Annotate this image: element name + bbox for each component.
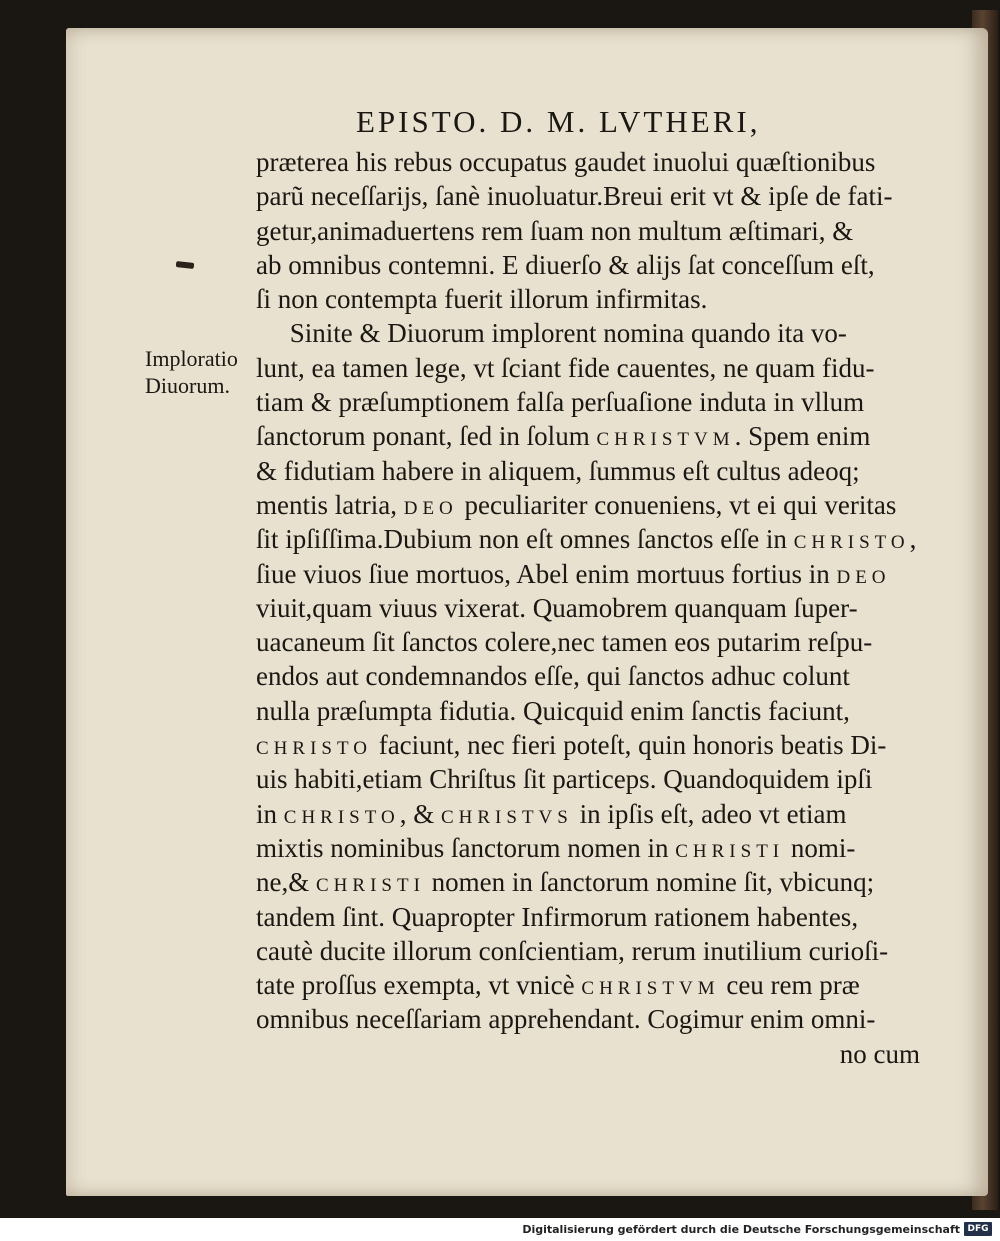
dfg-logo: DFG bbox=[964, 1222, 992, 1236]
small-caps-name: CHRISTVM bbox=[596, 429, 735, 451]
small-caps-name: CHRISTVS bbox=[440, 806, 573, 828]
small-caps-name: DEO bbox=[403, 497, 458, 519]
text-segment: nomi- bbox=[784, 832, 856, 863]
text-line bbox=[256, 557, 920, 591]
text-line bbox=[256, 488, 920, 522]
text-line bbox=[256, 351, 920, 385]
small-caps-name: CHRISTI bbox=[675, 840, 785, 862]
text-line bbox=[256, 454, 920, 488]
text-segment: ſit ipſiſſima.Dubium non eſt omnes ſanctos eſſe in bbox=[256, 524, 794, 555]
text-line bbox=[256, 214, 920, 248]
text-segment: endos aut condemnandos eſſe, qui ſanctos adhuc colunt bbox=[256, 661, 850, 692]
text-line bbox=[256, 179, 920, 213]
text-segment: lunt, ea tamen lege, vt ſciant fide cauentes, ne quam fidu- bbox=[256, 352, 875, 383]
text-line bbox=[256, 968, 920, 1002]
text-segment: uis habiti,etiam Chriſtus ſit particeps. Quandoquidem ipſi bbox=[256, 764, 873, 795]
text-line bbox=[256, 591, 920, 625]
text-segment: faciunt, nec fieri poteſt, quin honoris beatis Di- bbox=[371, 730, 887, 761]
text-segment: , & bbox=[399, 798, 441, 829]
text-segment: nulla præſumpta fidutia. Quicquid enim ſanctis faciunt, bbox=[256, 695, 850, 726]
text-segment: nomen in ſanctorum nomine ſit, vbicunq; bbox=[424, 867, 875, 898]
small-caps-name: CHRISTO bbox=[283, 806, 400, 828]
small-caps-name: CHRISTVM bbox=[581, 978, 720, 1000]
catchword: no cum bbox=[839, 1038, 920, 1069]
text-line bbox=[256, 1002, 920, 1036]
funding-credit: Digitalisierung gefördert durch die Deutsche Forschungsgemeinschaft bbox=[522, 1223, 960, 1236]
text-line bbox=[256, 419, 920, 453]
text-line bbox=[256, 282, 920, 316]
text-segment: tate proſſus exempta, vt vnicè bbox=[256, 970, 582, 1001]
text-segment: tiam & præſumptionem falſa perſuaſione induta in vllum bbox=[256, 387, 865, 418]
body-text bbox=[256, 145, 920, 1071]
small-caps-name: CHRISTI bbox=[316, 875, 425, 897]
text-line bbox=[256, 145, 920, 179]
text-segment: ſi non contempta fuerit illorum infirmitas. bbox=[256, 284, 708, 315]
text-segment: ſiue viuos ſiue mortuos, Abel enim mortuus fortius in bbox=[256, 558, 837, 589]
text-segment: . Spem enim bbox=[734, 421, 871, 452]
text-segment: parũ neceſſarijs, ſanè inuoluatur.Breui erit vt & ipſe de fati- bbox=[256, 181, 893, 212]
text-segment: peculiariter conueniens, vt ei qui veritas bbox=[457, 489, 897, 520]
text-segment: tandem ſint. Quapropter Infirmorum rationem habentes, bbox=[256, 901, 859, 932]
text-line bbox=[256, 625, 920, 659]
text-segment: mentis latria, bbox=[256, 489, 404, 520]
text-segment: in ipſis eſt, adeo vt etiam bbox=[572, 798, 847, 829]
text-line bbox=[256, 385, 920, 419]
text-segment: omnibus neceſſariam apprehendant. Cogimur enim omni- bbox=[256, 1004, 876, 1035]
footer-bar bbox=[0, 1218, 1000, 1241]
text-line bbox=[256, 797, 920, 831]
small-caps-name: DEO bbox=[836, 566, 891, 588]
text-segment: ceu rem præ bbox=[719, 970, 860, 1001]
text-segment: , bbox=[909, 524, 917, 555]
text-segment: & fidutiam habere in aliquem, ſummus eſt cultus adeoq; bbox=[256, 455, 860, 486]
text-segment: mixtis nominibus ſanctorum nomen in bbox=[256, 832, 676, 863]
margin-note bbox=[145, 345, 255, 399]
text-line bbox=[256, 831, 920, 865]
text-line bbox=[256, 659, 920, 693]
running-head: EPISTO. D. M. LVTHERI, bbox=[356, 104, 761, 139]
text-segment: Sinite & Diuorum implorent nomina quando ita vo- bbox=[256, 318, 847, 349]
text-segment: ne,& bbox=[256, 867, 316, 898]
text-segment: præterea his rebus occupatus gaudet inuolui quæſtionibus bbox=[256, 147, 876, 177]
text-line bbox=[256, 248, 920, 282]
text-segment: cautè ducite illorum conſcientiam, rerum inutilium curioſi- bbox=[256, 935, 889, 966]
text-line bbox=[256, 694, 920, 728]
small-caps-name: CHRISTO bbox=[793, 532, 910, 554]
text-line bbox=[256, 316, 920, 350]
text-segment: viuit,quam viuus vixerat. Quamobrem quanquam ſuper- bbox=[256, 592, 858, 623]
text-segment: ab omnibus contemni. E diuerſo & alijs ſat conceſſum eſt, bbox=[256, 249, 875, 280]
text-segment: uacaneum ſit ſanctos colere,nec tamen eos putarim reſpu- bbox=[256, 627, 873, 658]
text-line bbox=[256, 900, 920, 934]
text-line bbox=[256, 522, 920, 556]
text-line bbox=[256, 762, 920, 796]
small-caps-name: CHRISTO bbox=[256, 738, 372, 760]
margin-note-line: Imploratio bbox=[145, 346, 238, 371]
text-segment: in bbox=[256, 798, 284, 829]
text-segment: getur,animaduertens rem ſuam non multum æſtimari, & bbox=[256, 215, 854, 246]
margin-note-line: Diuorum. bbox=[145, 373, 230, 398]
text-segment: ſanctorum ponant, ſed in ſolum bbox=[256, 421, 597, 452]
text-line bbox=[256, 865, 920, 899]
text-line bbox=[256, 934, 920, 968]
text-line bbox=[256, 728, 920, 762]
